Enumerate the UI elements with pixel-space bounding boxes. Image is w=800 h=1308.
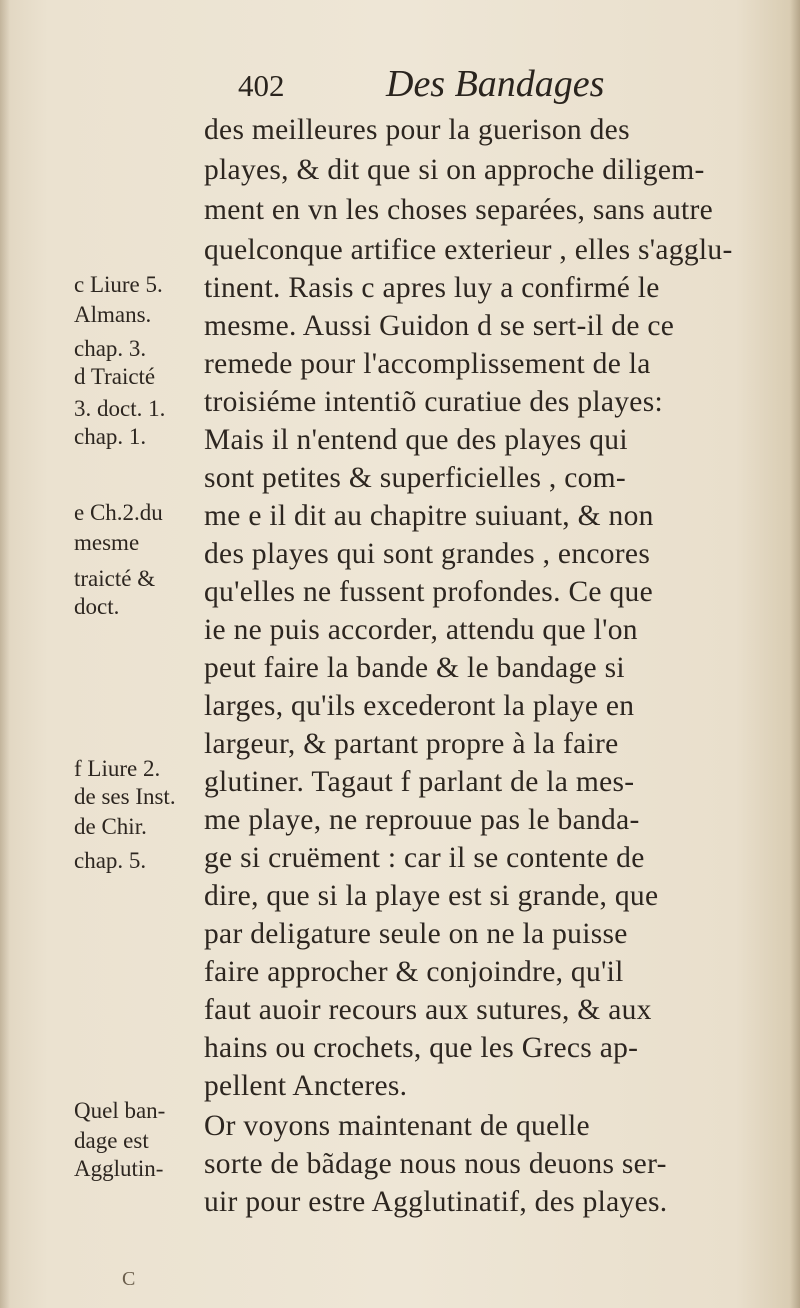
margin-note: Agglutin- xyxy=(74,1156,164,1181)
text-line: faire approcher & conjoindre, qu'il xyxy=(204,956,624,988)
page-number: 402 xyxy=(238,68,285,103)
text-line: sont petites & superficielles , com- xyxy=(204,462,627,494)
text-line: larges, qu'ils excederont la playe en xyxy=(204,690,635,722)
text-line: tinent. Rasis c apres luy a confirmé le xyxy=(204,272,660,304)
text-line: dire, que si la playe est si grande, que xyxy=(204,880,659,912)
running-title: Des Bandages xyxy=(386,63,605,105)
text-line: ment en vn les choses separées, sans autre xyxy=(204,194,714,226)
text-line: playes, & dit que si on approche diligem- xyxy=(204,154,705,186)
margin-note: doct. xyxy=(74,594,120,619)
text-line: uir pour estre Agglutinatif, des playes. xyxy=(204,1186,668,1218)
margin-note: c Liure 5. xyxy=(74,272,163,297)
margin-note: chap. 1. xyxy=(74,424,147,449)
text-line: me e il dit au chapitre suiuant, & non xyxy=(204,500,654,532)
text-line: hains ou crochets, que les Grecs ap- xyxy=(204,1032,639,1064)
text-line: faut auoir recours aux sutures, & aux xyxy=(204,994,652,1026)
text-line: glutiner. Tagaut f parlant de la mes- xyxy=(204,766,635,798)
text-line: par deligature seule on ne la puisse xyxy=(204,918,628,950)
text-line: des meilleures pour la guerison des xyxy=(204,114,630,146)
margin-note: e Ch.2.du xyxy=(74,500,163,525)
text-line: Or voyons maintenant de quelle xyxy=(204,1110,590,1142)
text-line: largeur, & partant propre à la faire xyxy=(204,728,619,760)
margin-note: Almans. xyxy=(74,302,152,327)
margin-note: traicté & xyxy=(74,566,156,591)
margin-note: Quel ban- xyxy=(74,1098,166,1123)
margin-note: de ses Inst. xyxy=(74,784,176,809)
margin-note: mesme xyxy=(74,530,140,555)
text-line: remede pour l'accomplissement de la xyxy=(204,348,651,380)
text-line: ge si cruëment : car il se contente de xyxy=(204,842,645,874)
page-header xyxy=(238,62,758,112)
text-line: Mais il n'entend que des playes qui xyxy=(204,424,628,456)
text-line: peut faire la bande & le bandage si xyxy=(204,652,625,684)
text-line: ie ne puis accorder, attendu que l'on xyxy=(204,614,638,646)
margin-note: de Chir. xyxy=(74,814,147,839)
signature-mark: C xyxy=(122,1268,136,1290)
page-edge-shadow xyxy=(790,0,800,1308)
text-line: des playes qui sont grandes , encores xyxy=(204,538,651,570)
text-line: me playe, ne reprouue pas le banda- xyxy=(204,804,640,836)
text-line: troisiéme intentiõ curatiue des playes: xyxy=(204,386,663,418)
text-line: quelconque artifice exterieur , elles s'agglu- xyxy=(204,234,733,266)
margin-note: chap. 5. xyxy=(74,848,147,873)
text-line: mesme. Aussi Guidon d se sert-il de ce xyxy=(204,310,675,342)
text-line: qu'elles ne fussent profondes. Ce que xyxy=(204,576,653,608)
margin-note: f Liure 2. xyxy=(74,756,161,781)
margin-note: 3. doct. 1. xyxy=(74,396,166,421)
margin-note: chap. 3. xyxy=(74,336,147,361)
margin-note: dage est xyxy=(74,1128,149,1153)
page-gutter-shadow xyxy=(0,0,10,1308)
margin-note: d Traicté xyxy=(74,364,156,389)
text-line: sorte de bãdage nous nous deuons ser- xyxy=(204,1148,667,1180)
text-line: pellent Ancteres. xyxy=(204,1070,408,1102)
